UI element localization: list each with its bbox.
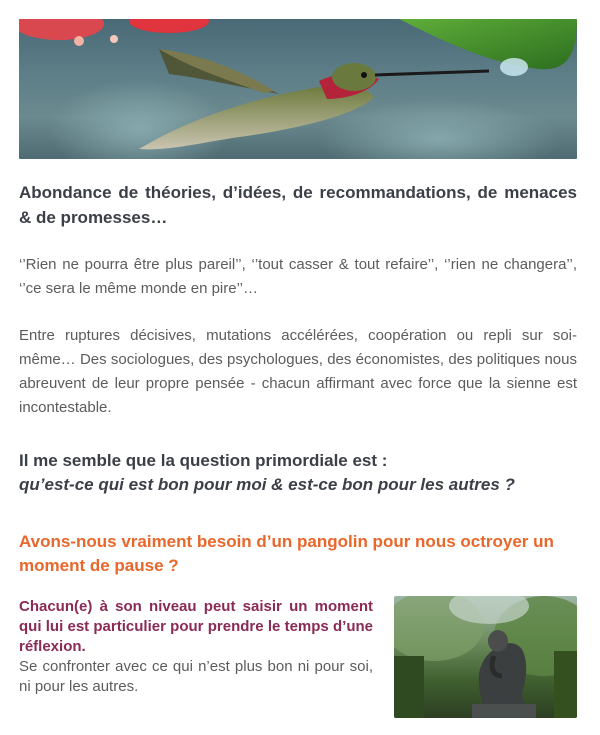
quotes-paragraph: ‘’Rien ne pourra être plus pareil’’, ‘’tout casser & tout refaire’’, ‘’rien ne changera’’, ‘’ce sera le même monde en pire’’… xyxy=(19,256,577,297)
thinker-illustration xyxy=(394,596,577,718)
body-paragraph: Entre ruptures décisives, mutations accélérées, coopération ou repli sur soi-même… Des sociologues, des psychologues, des économistes, des politiques nous abreuvent de leur propre pensée - chacun affirmant avec force que la sienne est incontestable. xyxy=(19,327,577,416)
hummingbird-image xyxy=(19,19,577,159)
thinker-statue-image xyxy=(394,596,577,718)
main-heading: Abondance de théories, d’idées, de recommandations, de menaces & de promesses… xyxy=(19,183,577,227)
pangolin-heading: Avons-nous vraiment besoin d’un pangolin pour nous octroyer un moment de pause ? xyxy=(19,532,554,575)
reflection-highlight: Chacun(e) à son niveau peut saisir un moment qui lui est particulier pour prendre le temps d’une réflexion. xyxy=(19,598,373,655)
question-intro: Il me semble que la question primordiale est : xyxy=(19,451,388,470)
hummingbird-illustration xyxy=(19,19,577,159)
reflection-text xyxy=(19,597,373,697)
reflection-closing: Se confronter avec ce qui n’est plus bon ni pour soi, ni pour les autres. xyxy=(19,658,373,695)
primordial-question: qu’est-ce qui est bon pour moi & est-ce bon pour les autres ? xyxy=(19,475,515,494)
